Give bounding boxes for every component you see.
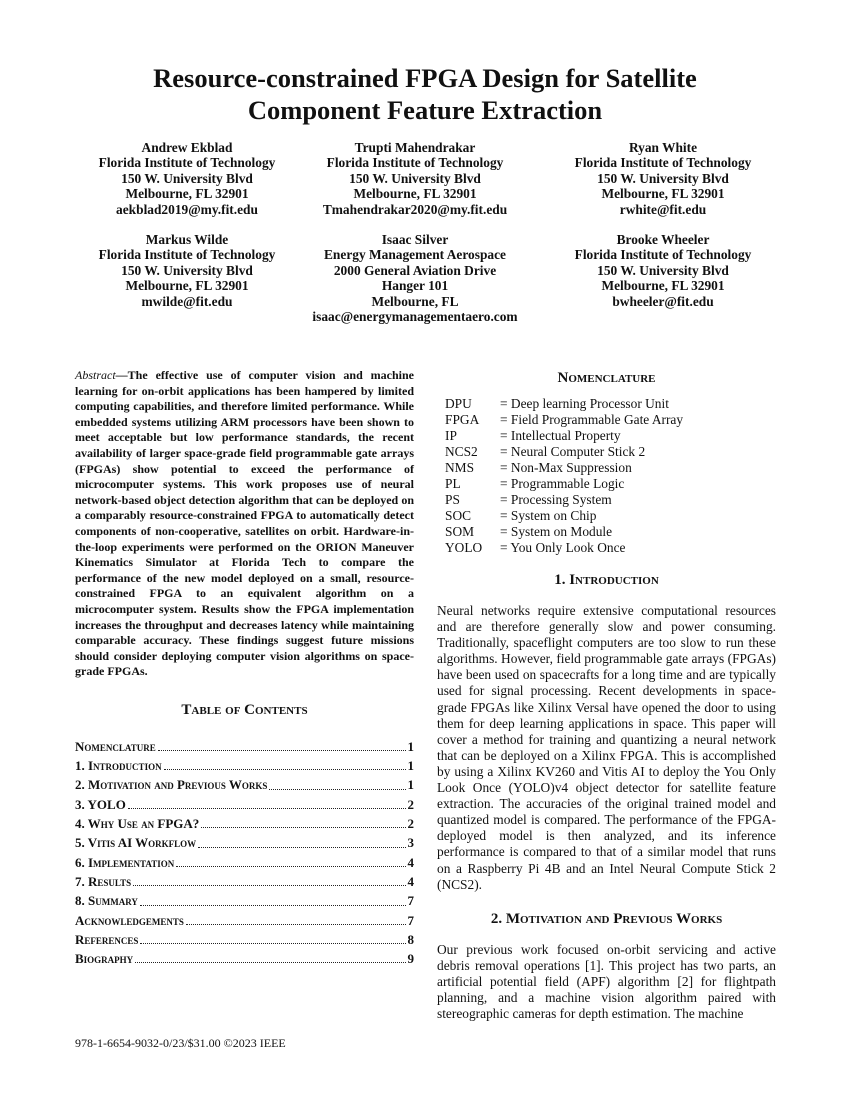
- author-affiliation: Florida Institute of Technology: [574, 247, 752, 263]
- toc-entry-page: 4: [407, 873, 414, 889]
- toc-leader: [158, 737, 406, 751]
- nomenclature-row: [445, 460, 683, 476]
- author-name: Brooke Wheeler: [616, 232, 710, 247]
- author-city: Melbourne, FL 32901: [125, 186, 249, 202]
- toc-leader: [140, 891, 406, 905]
- author-block-silver: [295, 232, 535, 324]
- nomenclature-def: = You Only Look Once: [500, 540, 626, 555]
- nomenclature-table: [445, 396, 683, 556]
- author-name: Andrew Ekblad: [141, 140, 233, 155]
- toc-entry-page: 7: [407, 893, 414, 909]
- toc-leader: [164, 756, 406, 770]
- nomenclature-abbr: SOC: [445, 508, 472, 523]
- abstract-text: —The effective use of computer vision and machine learning for on-orbit applications has been hampered by limited computing capabilities, and therefore limited performance. While embedded systems utilizing ARM processors have been shown to meet acceptable but low performance standards, the recent availability of larger space-grade field programmable gate arrays (FPGAs) show potential to exceed the performance of microcomputer systems. This work proposes use of neural network-based object detection algorithm that can be deployed on a comparably resource-constrained FPGA to automatically detect components of non-cooperative, satellites on orbit. Hardware-in-the-loop experiments were performed on the ORION Maneuver Kinematics Simulator at Florida Tech to compare the performance of the new model deployed on a small, resource-constrained FPGA to an equivalent algorithm on a microcomputer system. Results show the FPGA implementation increases the throughput and decreases latency while maintaining comparable accuracy. These findings suggest future missions should consider deploying computer vision algorithms on space-grade FPGAs.: [75, 368, 414, 679]
- author-block-wilde: [75, 232, 299, 309]
- toc-leader: [186, 911, 406, 925]
- paper-title: [0, 62, 850, 126]
- nomenclature-def: = System on Module: [500, 524, 613, 539]
- author-address: 2000 General Aviation Drive: [333, 262, 497, 278]
- author-name: Ryan White: [628, 140, 698, 155]
- author-email: Tmahendrakar2020@my.fit.edu: [322, 201, 508, 217]
- toc-entry[interactable]: [75, 872, 414, 891]
- toc-entry-title: 6. Implementation: [75, 854, 175, 870]
- toc-entry-title: 3. YOLO: [75, 796, 126, 812]
- author-email: bwheeler@fit.edu: [612, 293, 714, 309]
- copyright-footer: 978-1-6654-9032-0/23/$31.00 ©2023 IEEE: [75, 1036, 286, 1050]
- toc-entry-page: 1: [407, 738, 414, 754]
- author-affiliation: Florida Institute of Technology: [326, 155, 504, 171]
- toc-entry-page: 2: [407, 796, 414, 812]
- nomenclature-row: [445, 396, 683, 412]
- author-email: rwhite@fit.edu: [619, 201, 707, 217]
- toc-entry-page: 7: [407, 912, 414, 928]
- toc-entry[interactable]: [75, 911, 414, 930]
- abstract: [75, 368, 414, 680]
- toc-entry-title: Biography: [75, 951, 134, 967]
- toc-leader: [133, 872, 405, 886]
- author-email: mwilde@fit.edu: [141, 293, 233, 309]
- nomenclature-abbr: NMS: [445, 460, 475, 475]
- toc-entry[interactable]: [75, 853, 414, 872]
- nomenclature-row: [445, 476, 683, 492]
- author-block-wheeler: [551, 232, 775, 309]
- author-name: Markus Wilde: [145, 232, 229, 247]
- nomenclature-def: = Deep learning Processor Unit: [500, 396, 669, 411]
- motivation-heading: 2. Motivation and Previous Works: [490, 910, 723, 927]
- author-name: Trupti Mahendrakar: [354, 140, 476, 155]
- nomenclature-abbr: DPU: [445, 396, 472, 411]
- author-email: aekblad2019@my.fit.edu: [116, 201, 258, 217]
- toc-entry[interactable]: [75, 930, 414, 949]
- author-affiliation: Florida Institute of Technology: [98, 247, 276, 263]
- introduction-heading: 1. Introduction: [554, 572, 659, 588]
- table-of-contents: [75, 737, 414, 969]
- toc-entry-page: 4: [407, 854, 414, 870]
- nomenclature-abbr: SOM: [445, 524, 475, 539]
- toc-entry[interactable]: [75, 737, 414, 756]
- author-block-mahendrakar: [305, 140, 525, 217]
- toc-leader: [135, 949, 405, 963]
- nomenclature-row: [445, 540, 683, 556]
- toc-entry[interactable]: [75, 833, 414, 852]
- toc-leader: [140, 930, 405, 944]
- nomenclature-abbr: YOLO: [445, 540, 483, 555]
- nomenclature-row: [445, 524, 683, 540]
- nomenclature-def: = Intellectual Property: [500, 428, 621, 443]
- author-affiliation: Florida Institute of Technology: [574, 155, 752, 171]
- nomenclature-def: = System on Chip: [500, 508, 597, 523]
- toc-leader: [176, 853, 405, 867]
- toc-entry-page: 9: [407, 951, 414, 967]
- toc-entry-page: 3: [407, 835, 414, 851]
- author-address: 150 W. University Blvd: [597, 170, 729, 186]
- author-city: Melbourne, FL 32901: [601, 186, 725, 202]
- nomenclature-abbr: IP: [445, 428, 457, 443]
- toc-entry-title: 4. Why Use an FPGA?: [75, 816, 200, 832]
- nomenclature-def: = Neural Computer Stick 2: [500, 444, 646, 459]
- toc-heading: Table of Contents: [181, 701, 308, 718]
- author-city: Melbourne, FL 32901: [353, 186, 477, 202]
- toc-leader: [198, 833, 405, 847]
- toc-entry[interactable]: [75, 891, 414, 910]
- toc-entry-title: Nomenclature: [75, 738, 156, 754]
- nomenclature-row: [445, 492, 683, 508]
- toc-entry-title: 2. Motivation and Previous Works: [75, 777, 268, 793]
- nomenclature-def: = Processing System: [500, 492, 612, 507]
- author-city: Melbourne, FL 32901: [601, 278, 725, 294]
- toc-entry[interactable]: [75, 795, 414, 814]
- author-address: 150 W. University Blvd: [349, 170, 481, 186]
- title-line-1: Resource-constrained FPGA Design for Satellite: [153, 63, 697, 93]
- nomenclature-row: [445, 412, 683, 428]
- author-name: Isaac Silver: [381, 232, 449, 247]
- author-address: 150 W. University Blvd: [121, 262, 253, 278]
- toc-entry[interactable]: [75, 949, 414, 968]
- toc-entry[interactable]: [75, 756, 414, 775]
- toc-entry-title: 8. Summary: [75, 893, 138, 909]
- author-block-ekblad: [75, 140, 299, 217]
- nomenclature-def: = Programmable Logic: [500, 476, 625, 491]
- toc-entry-page: 1: [407, 777, 414, 793]
- left-column: [75, 368, 414, 968]
- toc-entry[interactable]: [75, 775, 414, 794]
- toc-entry-page: 8: [407, 931, 414, 947]
- nomenclature-row: [445, 508, 683, 524]
- toc-entry-title: Acknowledgements: [75, 912, 184, 928]
- author-affiliation: Florida Institute of Technology: [98, 155, 276, 171]
- author-address: 150 W. University Blvd: [121, 170, 253, 186]
- nomenclature-abbr: NCS2: [445, 444, 478, 459]
- author-city: Melbourne, FL: [371, 293, 459, 309]
- author-email: isaac@energymanagementaero.com: [312, 309, 518, 325]
- nomenclature-row: [445, 428, 683, 444]
- nomenclature-abbr: PL: [445, 476, 461, 491]
- nomenclature-def: = Field Programmable Gate Array: [500, 412, 684, 427]
- author-block-white: [551, 140, 775, 217]
- toc-entry-title: References: [75, 931, 139, 947]
- nomenclature-abbr: FPGA: [445, 412, 480, 427]
- toc-entry-title: 1. Introduction: [75, 758, 162, 774]
- introduction-text: Neural networks require extensive computational resources and are therefore generally slow and power consuming. Traditionally, spaceflight computers are too slow to run these algorithms. However, field programmable gate arrays (FPGAs) have been used on spacecrafts for a long time and are typically used for signal processing. Recent developments in space-grade FPGAs like Xilinx Versal have opened the door to using them for deep learning applications in space. This paper will cover a method for training and quantizing a neural network that can be deployed on a Xilinx FPGA. This is accomplished by using a Xilinx KV260 and Vitis AI to deploy the You Only Look Once (YOLO)v4 object detector for satellite feature extraction. The accuracies of the original trained model and quantized model is compared. The performance of the FPGA-deployed model is then analyzed, and its inference performance is compared to that of a similar model that runs on a Raspberry Pi 4B and an Intel Neural Compute Stick 2 (NCS2).: [437, 603, 776, 892]
- toc-leader: [269, 775, 405, 789]
- nomenclature-row: [445, 444, 683, 460]
- motivation-text: Our previous work focused on-orbit servicing and active debris removal operations [1]. This project has two parts, an artificial potential field (APF) algorithm [2] for flightpath planning, and a machine vision algorithm paired with stereographic cameras for depth estimation. The machine: [437, 941, 776, 1022]
- toc-entry-page: 1: [407, 758, 414, 774]
- abstract-label: Abstract: [75, 368, 116, 382]
- toc-leader: [201, 814, 405, 828]
- right-column: [437, 370, 776, 1022]
- toc-entry-page: 2: [407, 816, 414, 832]
- toc-entry[interactable]: [75, 814, 414, 833]
- title-line-2: Component Feature Extraction: [247, 95, 603, 125]
- nomenclature-def: = Non-Max Suppression: [500, 460, 632, 475]
- author-address: 150 W. University Blvd: [597, 262, 729, 278]
- author-suite: Hanger 101: [381, 278, 449, 294]
- nomenclature-heading: Nomenclature: [557, 370, 656, 386]
- toc-entry-title: 7. Results: [75, 873, 132, 889]
- toc-leader: [128, 795, 406, 809]
- author-affiliation: Energy Management Aerospace: [324, 247, 506, 263]
- toc-entry-title: 5. Vitis AI Workflow: [75, 835, 197, 851]
- nomenclature-abbr: PS: [445, 492, 460, 507]
- author-city: Melbourne, FL 32901: [125, 278, 249, 294]
